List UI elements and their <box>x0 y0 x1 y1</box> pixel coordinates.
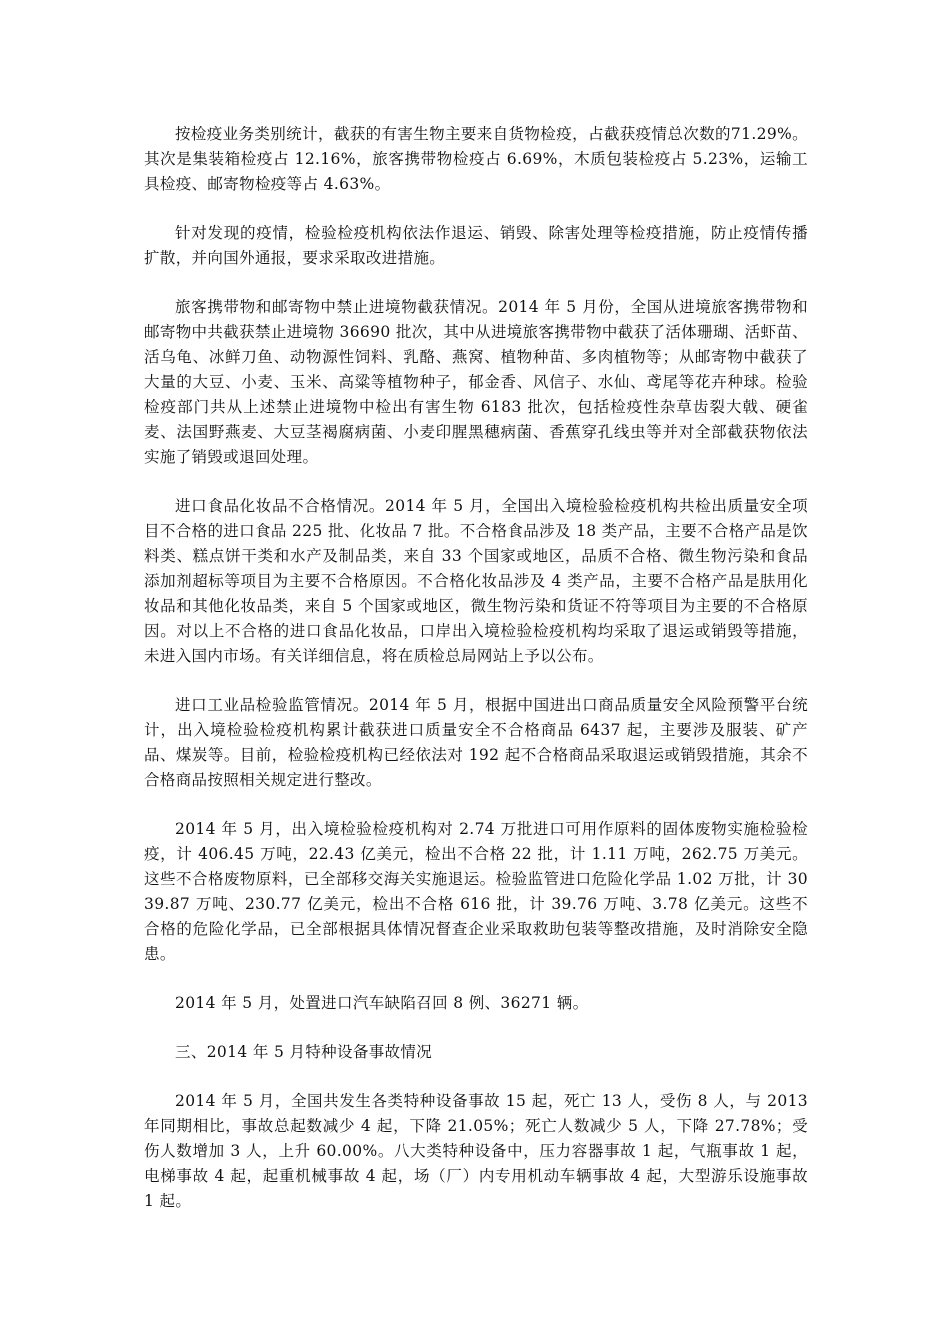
paragraph-solid-waste-chemicals: 2014 年 5 月，出入境检验检疫机构对 2.74 万批进口可用作原料的固体废物实施检验检疫，计 406.45 万吨，22.43 亿美元，检出不合格 22 批，计 1.11 万吨，262.75 万美元。这些不合格废物原料，已全部移交海关实施退运。检验监管进口危险化学品 1.02 万批，计 3039.87 万吨、230.77 亿美元，检出不合格 616 批，计 39.76 万吨、3.78 亿美元。这些不合格的危险化学品，已全部根据具体情况督查企业采取救助包装等整改措施，及时消除安全隐患。 <box>144 820 808 963</box>
paragraph-prohibited-items-intercepted: 旅客携带物和邮寄物中禁止进境物截获情况。2014 年 5 月份，全国从进境旅客携带物和邮寄物中共截获禁止进境物 36690 批次，其中从进境旅客携带物中截获了活体珊瑚、活虾苗、活乌龟、冰鲜刀鱼、动物源性饲料、乳酪、燕窝、植物种苗、多肉植物等；从邮寄物中截获了大量的大豆、小麦、玉米、高粱等植物种子，郁金香、风信子、水仙、鸢尾等花卉种球。检验检疫部门共从上述禁止进境物中检出有害生物 6183 批次，包括检疫性杂草齿裂大戟、硬雀麦、法国野燕麦、大豆茎褐腐病菌、小麦印腥黑穗病菌、香蕉穿孔线虫等并对全部截获物依法实施了销毁或退回处理。 <box>144 298 808 466</box>
document-body <box>144 122 808 1238</box>
paragraph-food-cosmetics-nonconformity: 进口食品化妆品不合格情况。2014 年 5 月，全国出入境检验检疫机构共检出质量安全项目不合格的进口食品 225 批、化妆品 7 批。不合格食品涉及 18 类产品，主要不合格产品是饮料类、糕点饼干类和水产及制品类，来自 33 个国家或地区，品质不合格、微生物污染和食品添加剂超标等项目为主要不合格原因。不合格化妆品涉及 4 类产品，主要不合格产品是肤用化妆品和其他化妆品类，来自 5 个国家或地区，微生物污染和货证不符等项目为主要的不合格原因。对以上不合格的进口食品化妆品，口岸出入境检验检疫机构均采取了退运或销毁等措施，未进入国内市场。有关详细信息，将在质检总局网站上予以公布。 <box>144 497 808 665</box>
paragraph-industrial-products-inspection: 进口工业品检验监管情况。2014 年 5 月，根据中国进出口商品质量安全风险预警平台统计，出入境检验检疫机构累计截获进口质量安全不合格商品 6437 起，主要涉及服装、矿产品、煤炭等。目前，检验检疫机构已经依法对 192 起不合格商品采取退运或销毁措施，其余不合格商品按照相关规定进行整改。 <box>144 696 808 789</box>
paragraph-quarantine-measures: 针对发现的疫情，检验检疫机构依法作退运、销毁、除害处理等检疫措施，防止疫情传播扩散，并向国外通报，要求采取改进措施。 <box>144 224 808 267</box>
paragraph-special-equipment-accidents: 2014 年 5 月，全国共发生各类特种设备事故 15 起，死亡 13 人，受伤 8 人，与 2013 年同期相比，事故总起数减少 4 起，下降 21.05%；死亡人数减少 5 人，下降 27.78%；受伤人数增加 3 人，上升 60.00%。八大类特种设备中，压力容器事故 1 起，气瓶事故 1 起，电梯事故 4 起，起重机械事故 4 起，场（厂）内专用机动车辆事故 4 起，大型游乐设施事故 1 起。 <box>144 1092 808 1210</box>
paragraph-vehicle-recall: 2014 年 5 月，处置进口汽车缺陷召回 8 例、36271 辆。 <box>175 994 589 1012</box>
section-heading-special-equipment: 三、2014 年 5 月特种设备事故情况 <box>175 1043 433 1061</box>
paragraph-quarantine-category-stats: 按检疫业务类别统计，截获的有害生物主要来自货物检疫，占截获疫情总次数的71.29%。其次是集装箱检疫占 12.16%，旅客携带物检疫占 6.69%，木质包装检疫占 5.23%，运输工具检疫、邮寄物检疫等占 4.63%。 <box>144 125 808 193</box>
